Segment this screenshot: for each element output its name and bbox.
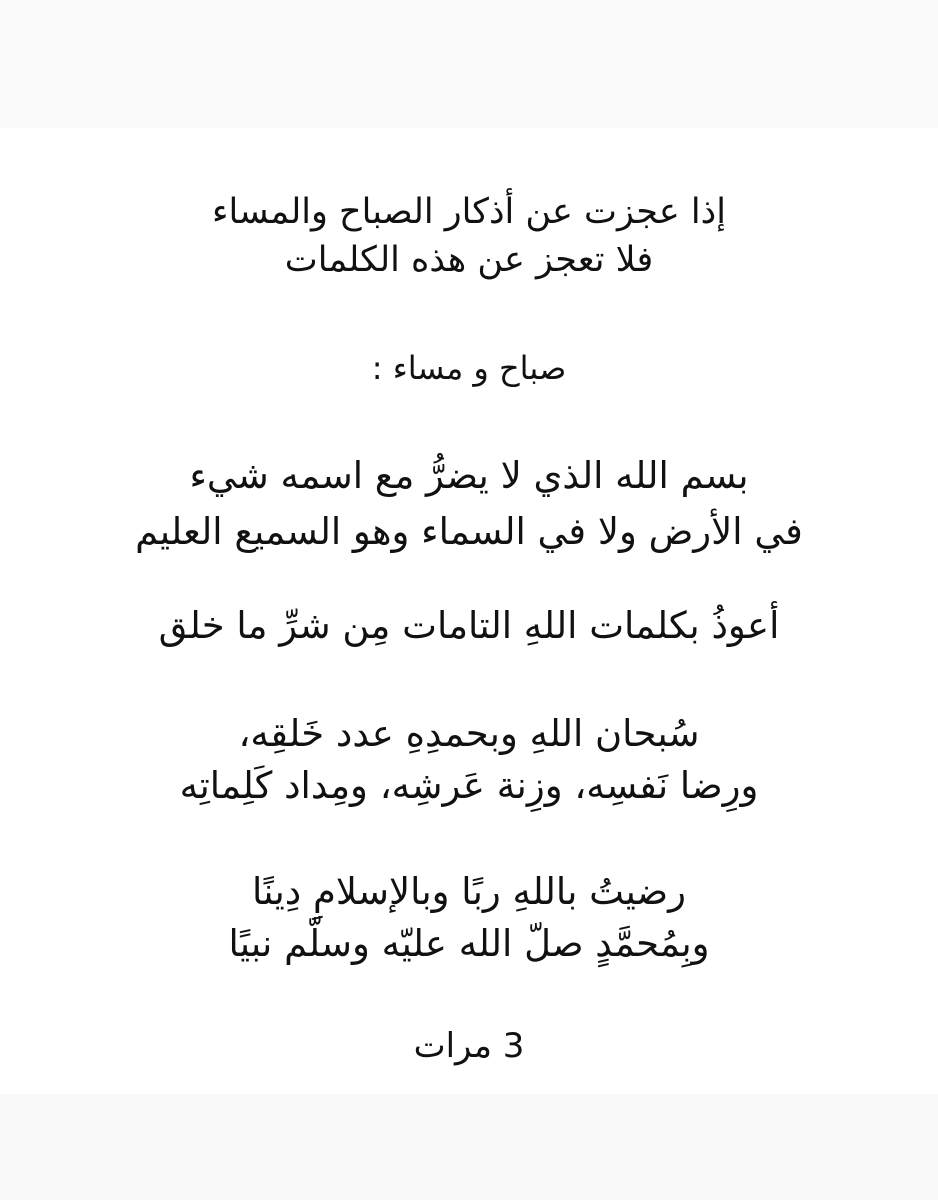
dhikr-3-line-2: ورِضا نَفسِه، وزِنة عَرشِه، ومِداد كَلِماتِه xyxy=(179,764,759,807)
intro-line-1: إذا عجزت عن أذكار الصباح والمساء xyxy=(212,192,726,232)
dhikr-1-line-1: بسم الله الذي لا يضرُّ مع اسمه شيء xyxy=(189,454,749,497)
repeat-count: 3 مرات xyxy=(413,1026,525,1066)
dhikr-4-line-1: رضيتُ باللهِ ربًا وبالإسلامِ دِينًا xyxy=(252,870,686,913)
dhikr-2-line-1: أعوذُ بكلمات اللهِ التامات مِن شرِّ ما خلق xyxy=(158,604,780,647)
intro-line-2: فلا تعجز عن هذه الكلمات xyxy=(284,240,654,280)
dhikr-4-line-2: وبِمُحمَّدٍ صلّ الله عليّه وسلّم نبيًا xyxy=(228,922,710,965)
dhikr-1-line-2: في الأرض ولا في السماء وهو السميع العليم xyxy=(135,510,803,553)
top-margin xyxy=(0,0,938,128)
dhikr-3-line-1: سُبحان اللهِ وبحمدِهِ عدد خَلقِه، xyxy=(238,712,700,755)
bottom-margin xyxy=(0,1094,938,1200)
section-title: صباح و مساء : xyxy=(371,349,567,387)
